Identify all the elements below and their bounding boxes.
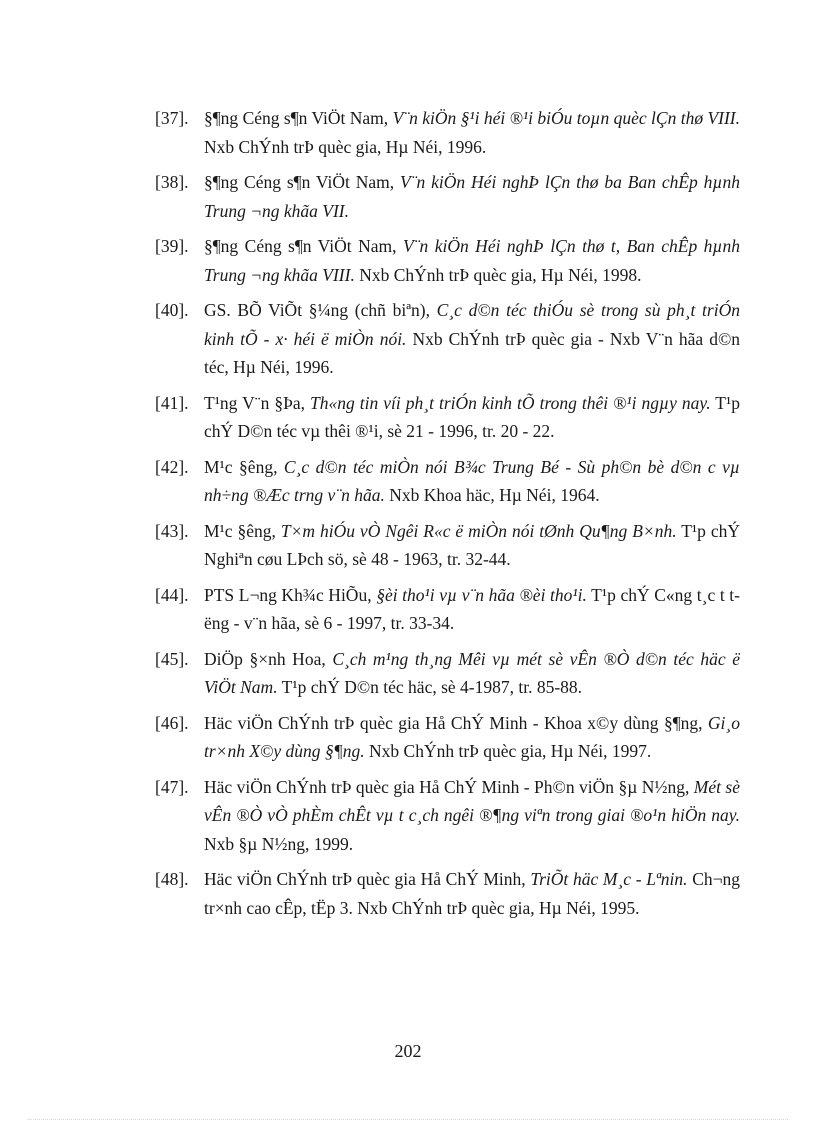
reference-segment: T¹p chÝ C«ng t¸c t tëng - v¨n hãa, sè 6 - 1997, tr. 33-34. — [204, 584, 740, 633]
reference-number: [46]. — [155, 712, 189, 733]
reference-text — [204, 713, 740, 762]
reference-title: V¨n kiÖn Héi nghÞ lÇn thø t, Ban chÊp hµnh Trung ¬ng khãa VIII. — [204, 236, 741, 285]
reference-item — [155, 773, 740, 859]
reference-segment: §¶ng Céng s¶n ViÖt Nam, — [204, 236, 403, 256]
reference-text — [204, 108, 740, 157]
reference-title: T×m hiÓu vÒ Ngêi R«c ë miÒn nói tØnh Qu¶ng B×nh. — [280, 520, 677, 541]
reference-item — [155, 709, 740, 766]
reference-text — [204, 869, 740, 918]
reference-title: C¸c d©n téc miÒn nói B¾c Trung Bé - Sù ph©n bè d©n c vµ nh÷ng ®Æc trng v¨n hãa. — [204, 456, 740, 505]
reference-segment: Häc viÖn ChÝnh trÞ quèc gia Hå ChÝ Minh, — [204, 869, 531, 889]
reference-item — [155, 232, 740, 289]
bottom-divider — [28, 1119, 788, 1120]
reference-title: Mét sè vÊn ®Ò vÒ phÈm chÊt vµ t c¸ch ngêi ®¶ng viªn trong giai ®o¹n hiÖn nay. — [204, 776, 740, 825]
reference-title: §èi tho¹i vµ v¨n hãa ®èi tho¹i. — [376, 584, 587, 605]
reference-segment: §¶ng Céng s¶n ViÖt Nam, — [204, 172, 401, 192]
reference-item — [155, 296, 740, 382]
reference-title: TriÕt häc M¸c - Lªnin. — [530, 869, 688, 889]
reference-segment: Nxb ChÝnh trÞ quèc gia - Nxb V¨n hãa d©n téc, Hµ Néi, 1996. — [204, 328, 741, 377]
reference-segment: Häc viÖn ChÝnh trÞ quèc gia Hå ChÝ Minh - Ph©n viÖn §µ N½ng, — [204, 776, 694, 797]
reference-item — [155, 645, 740, 702]
reference-segment: T¹p chÝ D©n téc vµ thêi ®¹i, sè 21 - 1996, tr. 20 - 22. — [204, 392, 740, 441]
reference-title: V¨n kiÖn Héi nghÞ lÇn thø ba Ban chÊp hµnh Trung ¬ng khãa VII. — [204, 172, 740, 221]
reference-segment: T¹p chÝ Nghiªn cøu LÞch sö, sè 48 - 1963, tr. 32-44. — [204, 520, 740, 569]
reference-text — [204, 585, 740, 634]
page-number: 202 — [394, 1041, 422, 1061]
reference-text — [204, 649, 740, 698]
reference-number: [41]. — [155, 392, 189, 413]
reference-segment: Nxb ChÝnh trÞ quèc gia, Hµ Néi, 1998. — [354, 264, 642, 285]
reference-segment: T¹ng V¨n §Þa, — [204, 392, 311, 413]
reference-segment: Ch¬ng tr×nh cao cÊp, tËp 3. Nxb ChÝnh trÞ quèc gia, Hµ Néi, 1995. — [204, 869, 740, 918]
reference-number: [47]. — [155, 776, 189, 797]
reference-item — [155, 168, 740, 225]
reference-item — [155, 389, 740, 446]
reference-number: [38]. — [155, 172, 189, 192]
reference-text — [204, 521, 740, 570]
reference-title: C¸c d©n téc thiÓu sè trong sù ph¸t triÓn kinh tÕ - x· héi ë miÒn nói. — [204, 300, 740, 349]
reference-number: [37]. — [155, 108, 189, 128]
reference-text — [204, 777, 740, 854]
reference-title: C¸ch m¹ng th¸ng Mêi vµ mét sè vÊn ®Ò d©n téc häc ë ViÖt Nam. — [204, 648, 740, 697]
reference-item — [155, 581, 740, 638]
reference-item — [155, 453, 740, 510]
reference-segment: Häc viÖn ChÝnh trÞ quèc gia Hå ChÝ Minh - Khoa x©y dùng §¶ng, — [204, 712, 708, 733]
reference-number: [48]. — [155, 869, 189, 889]
reference-number: [44]. — [155, 584, 189, 605]
reference-text — [204, 172, 740, 221]
reference-number: [43]. — [155, 520, 189, 541]
reference-title: V¨n kiÖn §¹i héi ®¹i biÓu toµn quèc lÇn thø VIII. — [392, 108, 740, 128]
reference-segment: Nxb Khoa häc, Hµ Néi, 1964. — [384, 485, 600, 505]
reference-text — [204, 300, 740, 377]
reference-text — [204, 393, 740, 442]
reference-segment: Nxb §µ N½ng, 1999. — [204, 833, 354, 854]
reference-number: [39]. — [155, 236, 189, 256]
reference-title: Th«ng tin víi ph¸t triÓn kinh tÕ trong thêi ®¹i ngµy nay. — [310, 392, 711, 413]
reference-text — [204, 236, 740, 285]
reference-title: Gi¸o tr×nh X©y dùng §¶ng. — [204, 712, 740, 761]
reference-number: [45]. — [155, 648, 189, 669]
reference-segment: §¶ng Céng s¶n ViÖt Nam, — [204, 108, 393, 128]
reference-segment: DiÖp §×nh Hoa, — [204, 648, 333, 669]
reference-text — [204, 457, 740, 506]
reference-segment: M¹c §êng, — [204, 456, 284, 477]
reference-segment: PTS L¬ng Kh¾c HiÕu, — [204, 584, 377, 605]
reference-segment: Nxb ChÝnh trÞ quèc gia, Hµ Néi, 1996. — [204, 136, 487, 157]
reference-number: [40]. — [155, 300, 189, 320]
reference-segment: GS. BÕ ViÕt §¼ng (chñ biªn), — [204, 300, 437, 320]
reference-segment: T¹p chÝ D©n téc häc, sè 4-1987, tr. 85-88. — [277, 677, 583, 697]
reference-number: [42]. — [155, 456, 189, 477]
reference-segment: M¹c §êng, — [204, 520, 281, 541]
reference-item — [155, 104, 740, 161]
reference-list — [155, 104, 740, 929]
reference-item — [155, 517, 740, 574]
reference-item — [155, 865, 740, 922]
reference-segment: Nxb ChÝnh trÞ quèc gia, Hµ Néi, 1997. — [364, 741, 652, 761]
